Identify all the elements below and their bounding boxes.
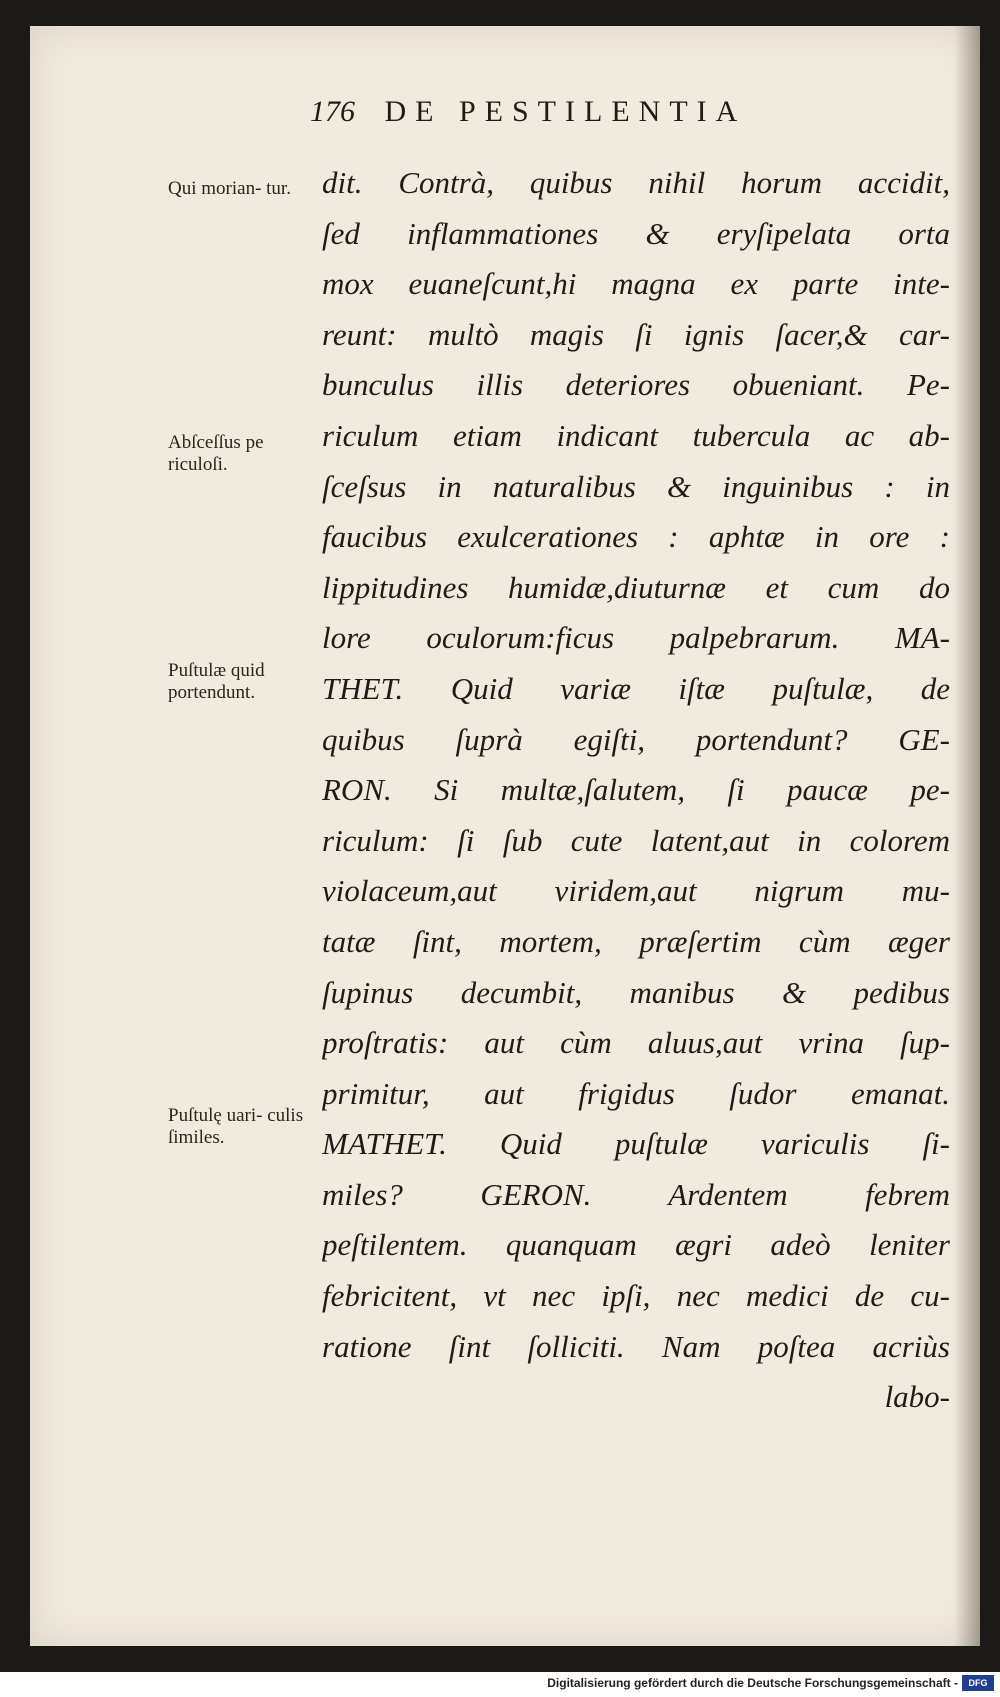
text-line: ratione ſint ſolliciti. Nam poſtea acriùs	[322, 1328, 950, 1364]
text-line: faucibus exulcerationes : aphtæ in ore :	[322, 519, 950, 555]
margin-note: Puſtulæ quid portendunt.	[168, 660, 265, 703]
text-line: febricitent, vt nec ipſi, nec medici de cu-	[322, 1278, 950, 1314]
text-line: lore oculorum:ficus palpebrarum. MA-	[322, 620, 950, 656]
page-number: 176	[310, 95, 355, 128]
text-line: peſtilentem. quanquam ægri adeò leniter	[322, 1227, 950, 1263]
text-line: ſceſsus in naturalibus & inguinibus : in	[322, 468, 950, 504]
text-line: proſtratis: aut cùm aluus,aut vrina ſup-	[322, 1025, 950, 1061]
dfg-logo: DFG	[962, 1675, 994, 1691]
text-line: reunt: multò magis ſi ignis ſacer,& car-	[322, 316, 950, 352]
text-line: quibus ſuprà egiſti, portendunt? GE-	[322, 721, 950, 757]
text-line: THET. Quid variæ iſtæ puſtulæ, de	[322, 670, 950, 706]
text-line: riculum etiam indicant tubercula ac ab-	[322, 417, 950, 453]
spine-shadow	[954, 26, 980, 1646]
text-line: lippitudines humidæ,diuturnæ et cum do	[322, 569, 950, 605]
text-line: RON. Si multæ,ſalutem, ſi paucæ pe-	[322, 772, 950, 808]
text-line: tatæ ſint, mortem, præſertim cùm æger	[322, 923, 950, 959]
text-line: violaceum,aut viridem,aut nigrum mu-	[322, 873, 950, 909]
text-line: MATHET. Quid puſtulæ variculis ſi-	[322, 1126, 950, 1162]
running-title: DE PESTILENTIA	[384, 95, 747, 128]
catchword: labo-	[884, 1379, 950, 1415]
text-line: ſupinus decumbit, manibus & pedibus	[322, 974, 950, 1010]
text-line: bunculus illis deteriores obueniant. Pe-	[322, 367, 950, 403]
margin-note: Puſtulę uari- culis ſimiles.	[168, 1105, 304, 1148]
text-line: mox euaneſcunt,hi magna ex parte inte-	[322, 266, 950, 302]
text-line: primitur, aut frigidus ſudor emanat.	[322, 1075, 950, 1111]
text-line: ſed inflammationes & eryſipelata orta	[322, 215, 950, 251]
funding-credit: Digitalisierung gefördert durch die Deutsche Forschungsgemeinschaft -	[547, 1676, 958, 1690]
margin-note: Abſceſſus pe riculoſi.	[168, 432, 264, 475]
running-header	[310, 95, 746, 129]
body-text	[322, 158, 950, 1423]
text-line: dit. Contrà, quibus nihil horum accidit,	[322, 165, 950, 200]
text-line: miles? GERON. Ardentem febrem	[322, 1176, 950, 1212]
margin-note: Qui morian- tur.	[168, 178, 291, 199]
text-line: riculum: ſi ſub cute latent,aut in colorem	[322, 822, 950, 858]
